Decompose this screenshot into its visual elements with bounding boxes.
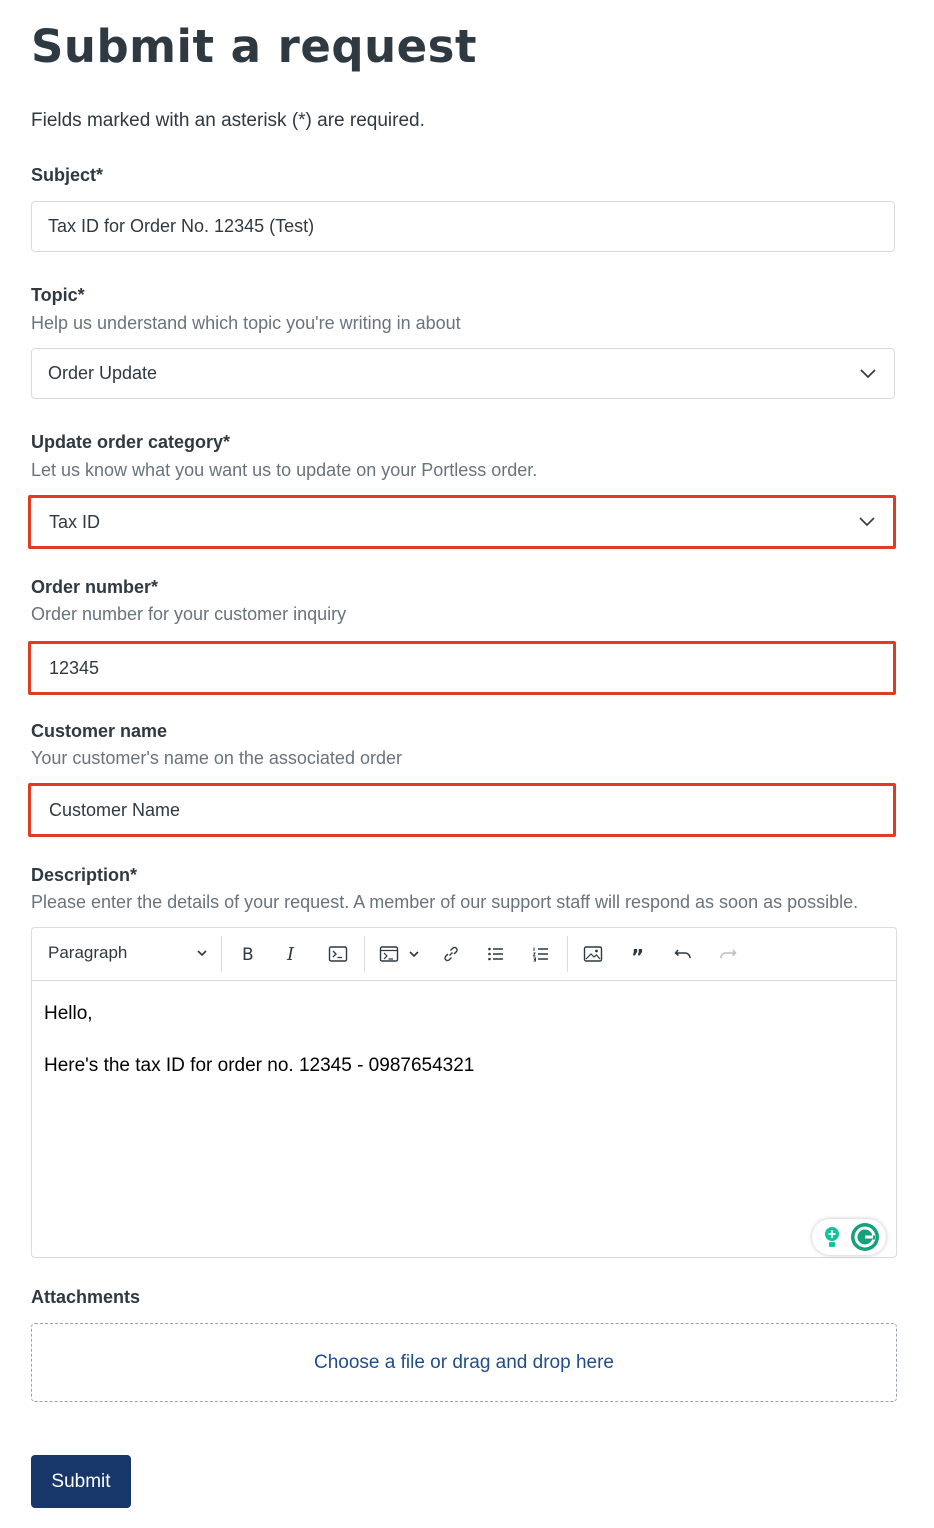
numbered-list-icon[interactable]	[529, 942, 553, 966]
bold-icon[interactable]	[235, 942, 259, 966]
category-label: Update order category*	[31, 432, 231, 452]
description-editor	[31, 927, 897, 1258]
editor-line: Here's the tax ID for order no. 12345 - 0987654321	[44, 1055, 475, 1076]
bulleted-list-icon[interactable]	[484, 942, 508, 966]
italic-icon[interactable]	[280, 942, 304, 966]
topic-hint: Help us understand which topic you're writing in about	[31, 313, 461, 333]
customer-name-value: Customer Name	[49, 799, 181, 820]
customer-name-label: Customer name	[31, 721, 168, 741]
block-format-dropdown[interactable]: Paragraph	[48, 943, 128, 962]
chevron-down-icon	[197, 950, 207, 957]
link-icon[interactable]	[439, 942, 463, 966]
svg-text:B: B	[242, 945, 254, 964]
subject-input[interactable]	[31, 201, 895, 252]
editor-content[interactable]	[32, 981, 896, 1125]
description-label: Description*	[31, 865, 138, 885]
description-hint: Please enter the details of your request. A member of our support staff will respond as soon as possible.	[31, 892, 859, 912]
order-number-label: Order number*	[31, 577, 159, 597]
editor-line: Hello,	[44, 1003, 93, 1024]
quote-icon[interactable]	[626, 942, 650, 966]
toolbar-divider	[364, 936, 365, 972]
toolbar-divider	[567, 936, 568, 972]
category-selected-value: Tax ID	[49, 511, 101, 532]
code-icon[interactable]	[326, 942, 350, 966]
editor-toolbar	[32, 928, 896, 981]
attachments-label: Attachments	[31, 1287, 141, 1307]
order-number-value: 12345	[49, 657, 100, 678]
svg-text:”: ”	[631, 945, 645, 964]
image-icon[interactable]	[581, 942, 605, 966]
code-block-icon[interactable]	[377, 942, 401, 966]
dropzone-link[interactable]: Choose a file or drag and drop here	[314, 1351, 614, 1373]
svg-text:I: I	[287, 944, 295, 964]
file-dropzone[interactable]	[31, 1323, 897, 1402]
toolbar-divider	[221, 936, 222, 972]
grammarly-icon	[812, 1219, 886, 1255]
chevron-down-icon	[860, 369, 876, 379]
page-title: Submit a request	[31, 20, 477, 73]
chevron-down-icon[interactable]	[406, 942, 422, 966]
topic-label: Topic*	[31, 285, 85, 305]
grammarly-widget[interactable]	[812, 1219, 886, 1255]
required-fields-note: Fields marked with an asterisk (*) are required.	[31, 110, 425, 131]
redo-icon	[716, 942, 740, 966]
category-hint: Let us know what you want us to update on your Portless order.	[31, 460, 538, 480]
order-number-input[interactable]	[28, 641, 896, 695]
customer-name-hint: Your customer's name on the associated order	[31, 748, 402, 768]
order-number-hint: Order number for your customer inquiry	[31, 604, 347, 624]
subject-value: Tax ID for Order No. 12345 (Test)	[48, 216, 315, 236]
submit-button[interactable]: Submit	[31, 1455, 131, 1508]
undo-icon[interactable]	[671, 942, 695, 966]
category-select[interactable]	[28, 495, 896, 549]
topic-select[interactable]	[31, 348, 895, 399]
topic-selected-value: Order Update	[48, 363, 158, 383]
chevron-down-icon	[859, 517, 875, 527]
customer-name-input[interactable]	[28, 783, 896, 837]
subject-label: Subject*	[31, 165, 104, 185]
